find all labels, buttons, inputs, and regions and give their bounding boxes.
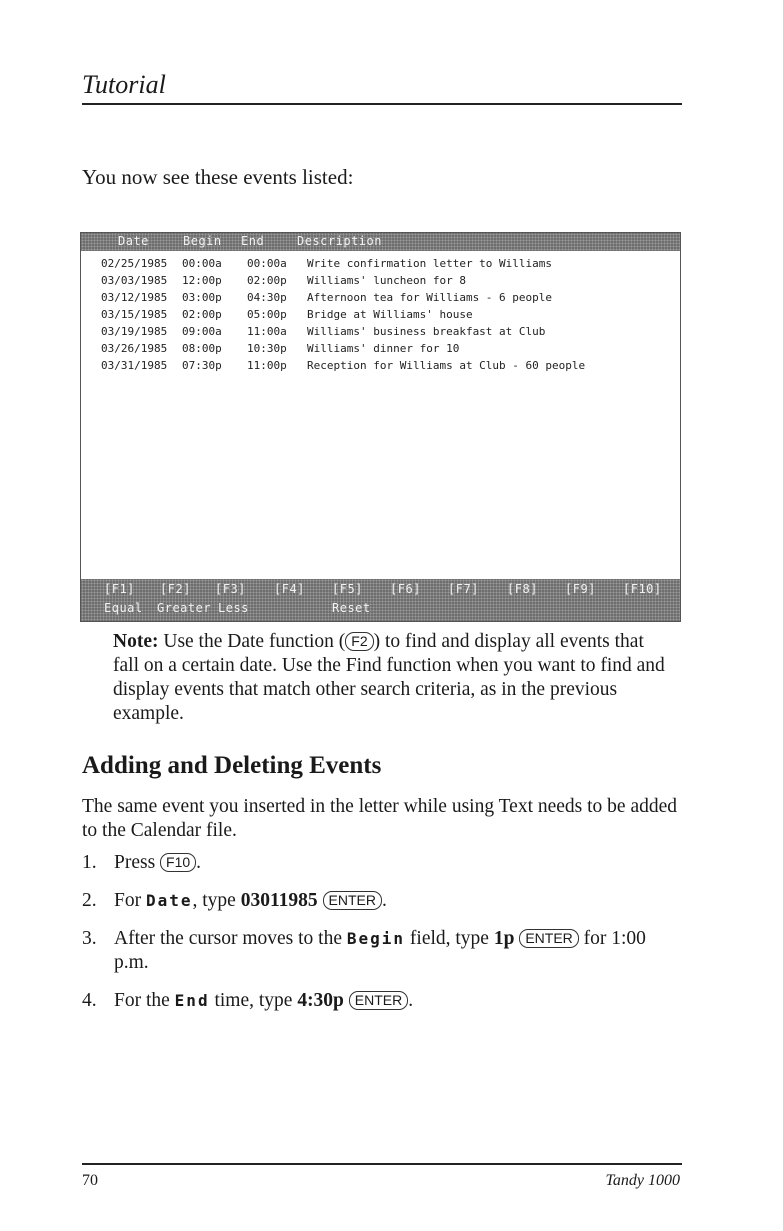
column-description: Description <box>297 234 382 248</box>
event-description: Williams' dinner for 10 <box>307 342 460 355</box>
step-text-part: for 1:00 p.m. <box>114 928 646 973</box>
book-title: Tandy 1000 <box>605 1172 680 1189</box>
intro-text: You now see these events listed: <box>82 165 354 189</box>
step-number: 1. <box>82 852 97 873</box>
event-row[interactable] <box>101 359 676 376</box>
event-end: 11:00a <box>247 325 287 338</box>
fkey-label-less: Less <box>218 601 249 615</box>
field-name: Begin <box>346 929 406 948</box>
event-date: 03/15/1985 <box>101 308 168 321</box>
event-description: Afternoon tea for Williams - 6 people <box>307 291 553 304</box>
f2-key-icon: F2 <box>345 632 373 651</box>
event-begin: 02:00p <box>182 308 222 321</box>
footer-rule <box>82 1163 682 1165</box>
event-begin: 03:00p <box>182 291 222 304</box>
event-row[interactable] <box>101 291 676 308</box>
field-name: End <box>174 991 210 1010</box>
fkey-f1[interactable]: [F1] <box>104 582 135 596</box>
page-number: 70 <box>82 1172 98 1189</box>
field-name: Date <box>145 891 193 910</box>
note-text-before: Use the Date function ( <box>163 631 346 652</box>
column-begin: Begin <box>183 234 222 248</box>
event-description: Reception for Williams at Club - 60 people <box>307 359 586 372</box>
step-text-part: For the <box>114 990 175 1011</box>
event-row[interactable] <box>101 308 676 325</box>
event-row[interactable] <box>101 325 676 342</box>
step-number: 2. <box>82 890 97 911</box>
step-text <box>114 851 684 875</box>
event-end: 04:30p <box>247 291 287 304</box>
note-label: Note: <box>113 631 159 652</box>
fkey-f2[interactable]: [F2] <box>160 582 191 596</box>
step-text-part: , type <box>192 890 241 911</box>
event-description: Williams' business breakfast at Club <box>307 325 546 338</box>
column-end: End <box>241 234 265 248</box>
fkey-f4[interactable]: [F4] <box>274 582 305 596</box>
note-text-after: ) to find and display all events that fall on a certain date. Use the Find function when you want to find and display events that match other search criteria, as in the previous example. <box>113 631 665 724</box>
fkey-label-reset: Reset <box>332 601 371 615</box>
event-description: Williams' luncheon for 8 <box>307 274 466 287</box>
fkey-f6[interactable]: [F6] <box>390 582 421 596</box>
typed-value: 4:30p <box>297 990 344 1011</box>
event-date: 03/03/1985 <box>101 274 168 287</box>
fkey-f5[interactable]: [F5] <box>332 582 363 596</box>
event-end: 10:30p <box>247 342 287 355</box>
event-row[interactable] <box>101 257 676 274</box>
fkey-f9[interactable]: [F9] <box>565 582 596 596</box>
event-list <box>101 257 676 376</box>
function-key-bar <box>81 579 680 621</box>
event-description: Write confirmation letter to Williams <box>307 257 553 270</box>
step-text-part: For <box>114 890 146 911</box>
column-date: Date <box>118 234 149 248</box>
event-end: 11:00p <box>247 359 287 372</box>
typed-value: 1p <box>493 928 515 949</box>
step-number: 4. <box>82 990 97 1011</box>
event-date: 03/12/1985 <box>101 291 168 304</box>
event-date: 03/19/1985 <box>101 325 168 338</box>
event-date: 03/31/1985 <box>101 359 168 372</box>
typed-value: 03011985 <box>240 890 318 911</box>
step-text <box>114 989 684 1013</box>
event-begin: 00:00a <box>182 257 222 270</box>
step-text-part: . <box>381 890 387 911</box>
fkey-f7[interactable]: [F7] <box>448 582 479 596</box>
page-header-title: Tutorial <box>82 70 166 99</box>
event-date: 02/25/1985 <box>101 257 168 270</box>
event-date: 03/26/1985 <box>101 342 168 355</box>
event-begin: 12:00p <box>182 274 222 287</box>
event-begin: 08:00p <box>182 342 222 355</box>
enter-key-icon: ENTER <box>349 991 408 1010</box>
step-text-part: . <box>196 852 202 873</box>
calendar-screen <box>80 232 681 622</box>
enter-key-icon: ENTER <box>323 891 382 910</box>
event-end: 00:00a <box>247 257 287 270</box>
event-begin: 09:00a <box>182 325 222 338</box>
step-text-part: After the cursor moves to the <box>114 928 347 949</box>
fkey-f8[interactable]: [F8] <box>507 582 538 596</box>
fkey-label-greater: Greater <box>157 601 212 615</box>
event-end: 05:00p <box>247 308 287 321</box>
event-description: Bridge at Williams' house <box>307 308 473 321</box>
header-rule <box>82 103 682 105</box>
step-text <box>114 889 684 913</box>
f10-key-icon: F10 <box>160 853 196 872</box>
event-end: 02:00p <box>247 274 287 287</box>
note-paragraph <box>113 630 673 726</box>
fkey-label-equal: Equal <box>104 601 143 615</box>
fkey-f3[interactable]: [F3] <box>215 582 246 596</box>
step-text-part: Press <box>114 852 161 873</box>
event-begin: 07:30p <box>182 359 222 372</box>
column-header-bar <box>81 233 680 251</box>
enter-key-icon: ENTER <box>519 929 578 948</box>
section-body: The same event you inserted in the letter while using Text needs to be added to the Calendar file. <box>82 796 678 841</box>
section-title: Adding and Deleting Events <box>82 752 382 779</box>
step-text-part: . <box>408 990 414 1011</box>
step-text-part: field, type <box>405 928 494 949</box>
step-number: 3. <box>82 928 97 949</box>
event-row[interactable] <box>101 274 676 291</box>
fkey-f10[interactable]: [F10] <box>623 582 662 596</box>
step-text-part: time, type <box>209 990 298 1011</box>
step-text <box>114 927 684 975</box>
event-row[interactable] <box>101 342 676 359</box>
